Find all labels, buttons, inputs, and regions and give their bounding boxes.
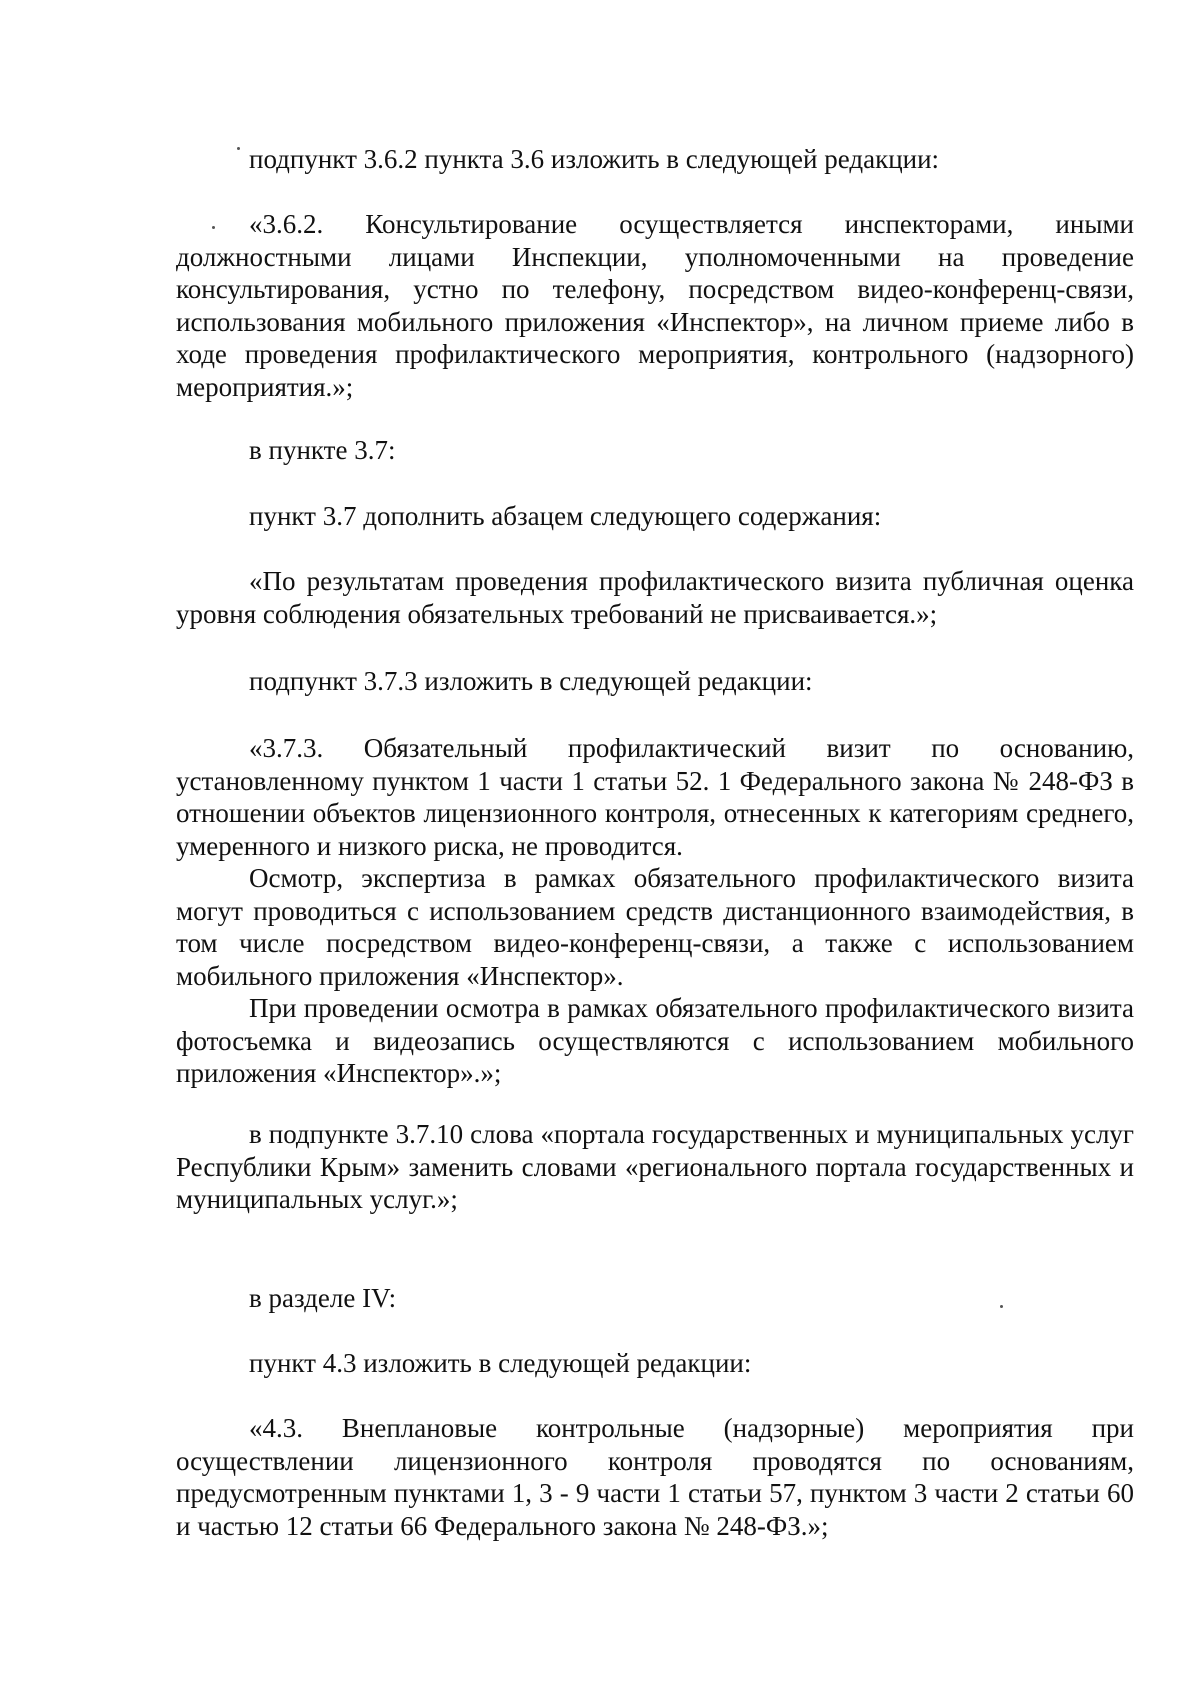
paragraph-block [176, 434, 1134, 467]
quoted-clause-3-7-3-part-2: Осмотр, экспертиза в рамках обязательного профилактического визита могут проводиться с использованием средств дистанционного взаимодействия, в том числе посредством видео-конференц-связи, а также с использованием мобильного приложения «Инспектор». [176, 863, 1134, 991]
paragraph-block [176, 665, 1134, 698]
scan-speck [237, 147, 240, 150]
paragraph-block [176, 1347, 1134, 1380]
quoted-clause-3-7-3: «3.7.3. Обязательный профилактический визит по основанию, установленному пунктом 1 части 1 статьи 52. 1 Федерального закона № 248-ФЗ в отношении объектов лицензионного контроля, отнесенных к категориям среднего, умеренного и низкого риска, не проводится. [176, 733, 1134, 861]
paragraph-block [176, 565, 1134, 630]
quoted-clause-3-6-2: «3.6.2. Консультирование осуществляется инспекторами, иными должностными лицами Инспекции, уполномоченными на проведение консультирования, устно по телефону, посредством видео-конференц-связи, использования мобильного приложения «Инспектор», на личном приеме либо в ходе проведения профилактического мероприятия, контрольного (надзорного) мероприятия.»; [176, 209, 1134, 402]
quoted-addition-3-7: «По результатам проведения профилактического визита публичная оценка уровня соблюдения обязательных требований не присваивается.»; [176, 566, 1134, 629]
paragraph-block [176, 1118, 1134, 1216]
instruction-paragraph: подпункт 3.6.2 пункта 3.6 изложить в следующей редакции: [249, 144, 940, 174]
paragraph-block [176, 143, 1134, 176]
scan-speck [1000, 1305, 1003, 1308]
instruction-paragraph-3-7-10: в подпункте 3.7.10 слова «портала государственных и муниципальных услуг Республики Крым» заменить словами «регионального портала государственных и муниципальных услуг.»; [176, 1119, 1134, 1214]
instruction-paragraph: пункт 4.3 изложить в следующей редакции: [249, 1348, 752, 1378]
instruction-paragraph: подпункт 3.7.3 изложить в следующей редакции: [249, 666, 813, 696]
paragraph-block [176, 732, 1134, 1090]
paragraph-block [176, 500, 1134, 533]
section-heading-iv: в разделе IV: [249, 1283, 397, 1313]
quoted-clause-3-7-3-part-3: При проведении осмотра в рамках обязательного профилактического визита фотосъемка и видеозапись осуществляются с использованием мобильного приложения «Инспектор».»; [176, 993, 1134, 1088]
scan-speck [212, 226, 215, 229]
quoted-clause-4-3: «4.3. Внеплановые контрольные (надзорные) мероприятия при осуществлении лицензионного контроля проводятся по основаниям, предусмотренным пунктами 1, 3 - 9 части 1 статьи 57, пунктом 3 части 2 статьи 60 и частью 12 статьи 66 Федерального закона № 248-ФЗ.»; [176, 1413, 1134, 1541]
paragraph-block [176, 1412, 1134, 1542]
paragraph-block [176, 208, 1134, 403]
section-heading-3-7: в пункте 3.7: [249, 435, 396, 465]
instruction-paragraph: пункт 3.7 дополнить абзацем следующего содержания: [249, 501, 882, 531]
paragraph-block [176, 1282, 1134, 1315]
